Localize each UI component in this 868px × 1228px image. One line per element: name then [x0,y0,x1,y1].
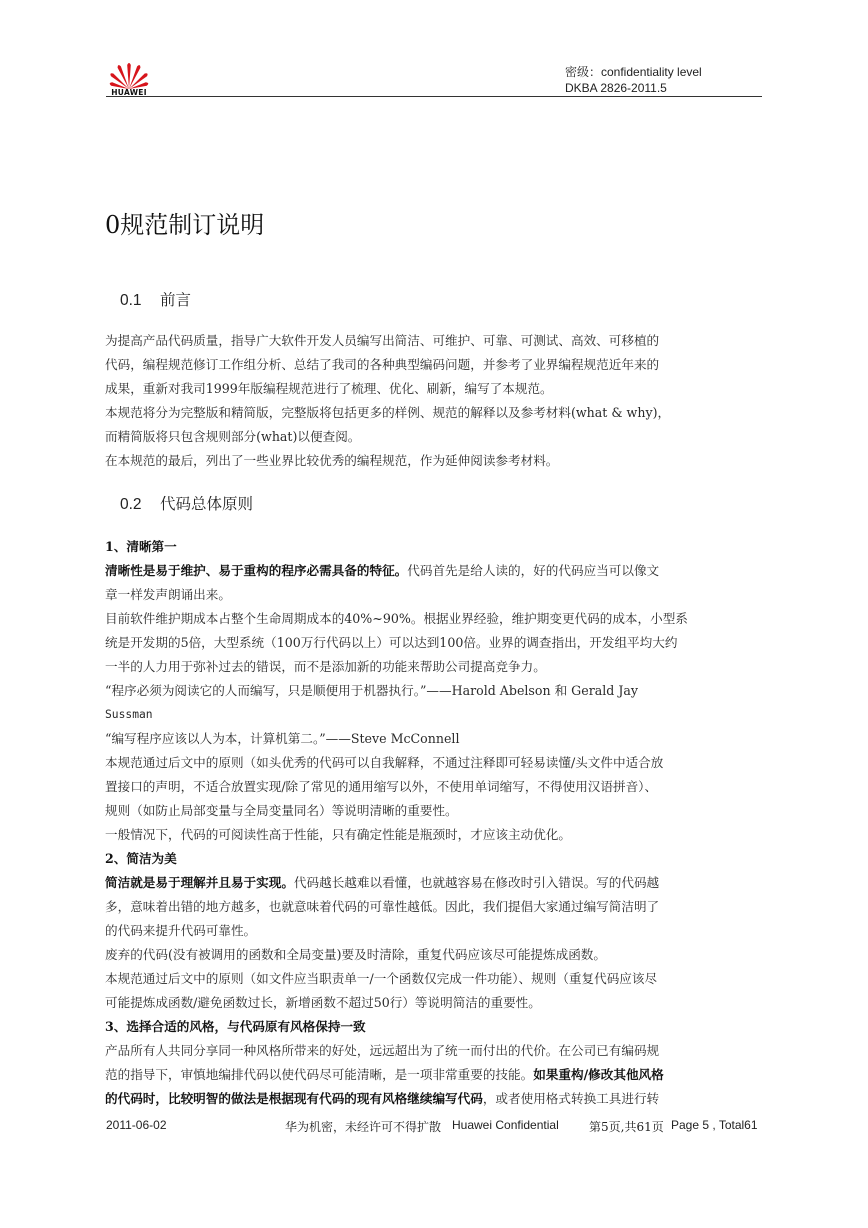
quote-line: “编写程序应该以人为本，计算机第二。”——Steve McConnell [105,731,460,746]
logo-text: HUAWEI [111,88,147,97]
doc-number: DKBA 2826-2011.5 [565,81,667,95]
footer-confidential: Huawei Confidential [452,1118,559,1132]
text-line: 统是开发期的5倍，大型系统（100万行代码以上）可以达到100倍。业界的调查指出，开发组平均大约 [105,635,678,650]
footer-page-en: Page 5 , Total61 [671,1118,758,1132]
bold-span: 的代码时，比较明智的做法是根据现有代码的现有风格继续编写代码 [105,1091,483,1106]
text-line: 本规范通过后文中的原则（如头优秀的代码可以自我解释，不通过注释即可轻易读懂/头文件中适合放 [105,755,664,770]
text-line: 废弃的代码(没有被调用的函数和全局变量)要及时清除，重复代码应该尽可能提炼成函数。 [105,947,606,962]
chapter-title: 0规范制订说明 [105,211,265,239]
quote-line: Sussman [105,708,153,721]
text-line: 置接口的声明，不适合放置实现/除了常见的通用缩写以外，不使用单词缩写，不得使用汉语拼音）、 [105,779,658,794]
principle-heading: 1、清晰第一 [105,539,177,554]
text-line: 的代码来提升代码可靠性。 [105,923,257,938]
bold-lead: 简洁就是易于理解并且易于实现。 [105,875,294,890]
bold-span: 如果重构/修改其他风格 [533,1067,664,1082]
text-line [105,563,659,579]
section-heading-principles [120,492,253,514]
section-number: 0.2 [120,496,142,513]
text-span: ，或者使用格式转换工具进行转 [482,1091,660,1106]
text-line: 本规范将分为完整版和精简版，完整版将包括更多的样例、规范的解释以及参考材料(what & why)， [105,405,671,420]
footer-page-cn: 第5页,共61页 [589,1120,664,1134]
text-line: 本规范通过后文中的原则（如文件应当职责单一/一个函数仅完成一件功能）、规则（重复代码应该尽 [105,971,658,986]
security-level: 密级：confidentiality level [565,65,702,79]
section-title: 代码总体原则 [160,496,254,513]
quote-line: “程序必须为阅读它的人而编写，只是顺便用于机器执行。”——Harold Abelson 和 Gerald Jay [105,683,638,698]
text-line: 一半的人力用于弥补过去的错误，而不是添加新的功能来帮助公司提高竞争力。 [105,659,546,674]
header-rule [106,96,762,97]
principle-heading: 3、选择合适的风格，与代码原有风格保持一致 [105,1019,366,1034]
bold-lead: 清晰性是易于维护、易于重构的程序必需具备的特征。 [105,563,408,578]
section-title: 前言 [160,292,192,309]
text-line: 而精简版将只包含规则部分(what)以便查阅。 [105,429,361,444]
text-line: 一般情况下，代码的可阅读性高于性能，只有确定性能是瓶颈时，才应该主动优化。 [105,827,571,842]
text-line: 规则（如防止局部变量与全局变量同名）等说明清晰的重要性。 [105,803,458,818]
text-line [105,875,659,891]
section-number: 0.1 [120,292,142,309]
text-span: 范的指导下，审慎地编排代码以使代码尽可能清晰，是一项非常重要的技能。 [105,1067,534,1082]
footer-notice: 华为机密，未经许可不得扩散 [285,1120,442,1134]
text-line: 目前软件维护期成本占整个生命周期成本的40%~90%。根据业界经验，维护期变更代码的成本，小型系 [105,611,688,626]
text-line: 多，意味着出错的地方越多，也就意味着代码的可靠性越低。因此，我们提倡大家通过编写简洁明了 [105,899,660,914]
text-span: 代码越长越难以看懂，也就越容易在修改时引入错误。写的代码越 [293,875,660,890]
text-span: 代码首先是给人读的，好的代码应当可以像文 [407,563,660,578]
text-line: 产品所有人共同分享同一种风格所带来的好处，远远超出为了统一而付出的代价。在公司已有编码规 [105,1043,660,1058]
text-line [105,1091,659,1107]
text-line: 为提高产品代码质量，指导广大软件开发人员编写出简洁、可维护、可靠、可测试、高效、可移植的 [105,333,660,348]
section-heading-preface [120,288,191,310]
text-line: 在本规范的最后，列出了一些业界比较优秀的编程规范，作为延伸阅读参考材料。 [105,453,559,468]
text-line: 可能提炼成函数/避免函数过长，新增函数不超过50行）等说明简洁的重要性。 [105,995,541,1010]
text-line: 代码，编程规范修订工作组分析、总结了我司的各种典型编码问题，并参考了业界编程规范近年来的 [105,357,660,372]
text-line: 章一样发声朗诵出来。 [105,587,231,602]
principle-heading: 2、简洁为美 [105,851,177,866]
text-line: 成果，重新对我司1999年版编程规范进行了梳理、优化、刷新，编写了本规范。 [105,381,553,396]
text-line [105,1067,664,1083]
footer-date: 2011-06-02 [106,1118,167,1132]
